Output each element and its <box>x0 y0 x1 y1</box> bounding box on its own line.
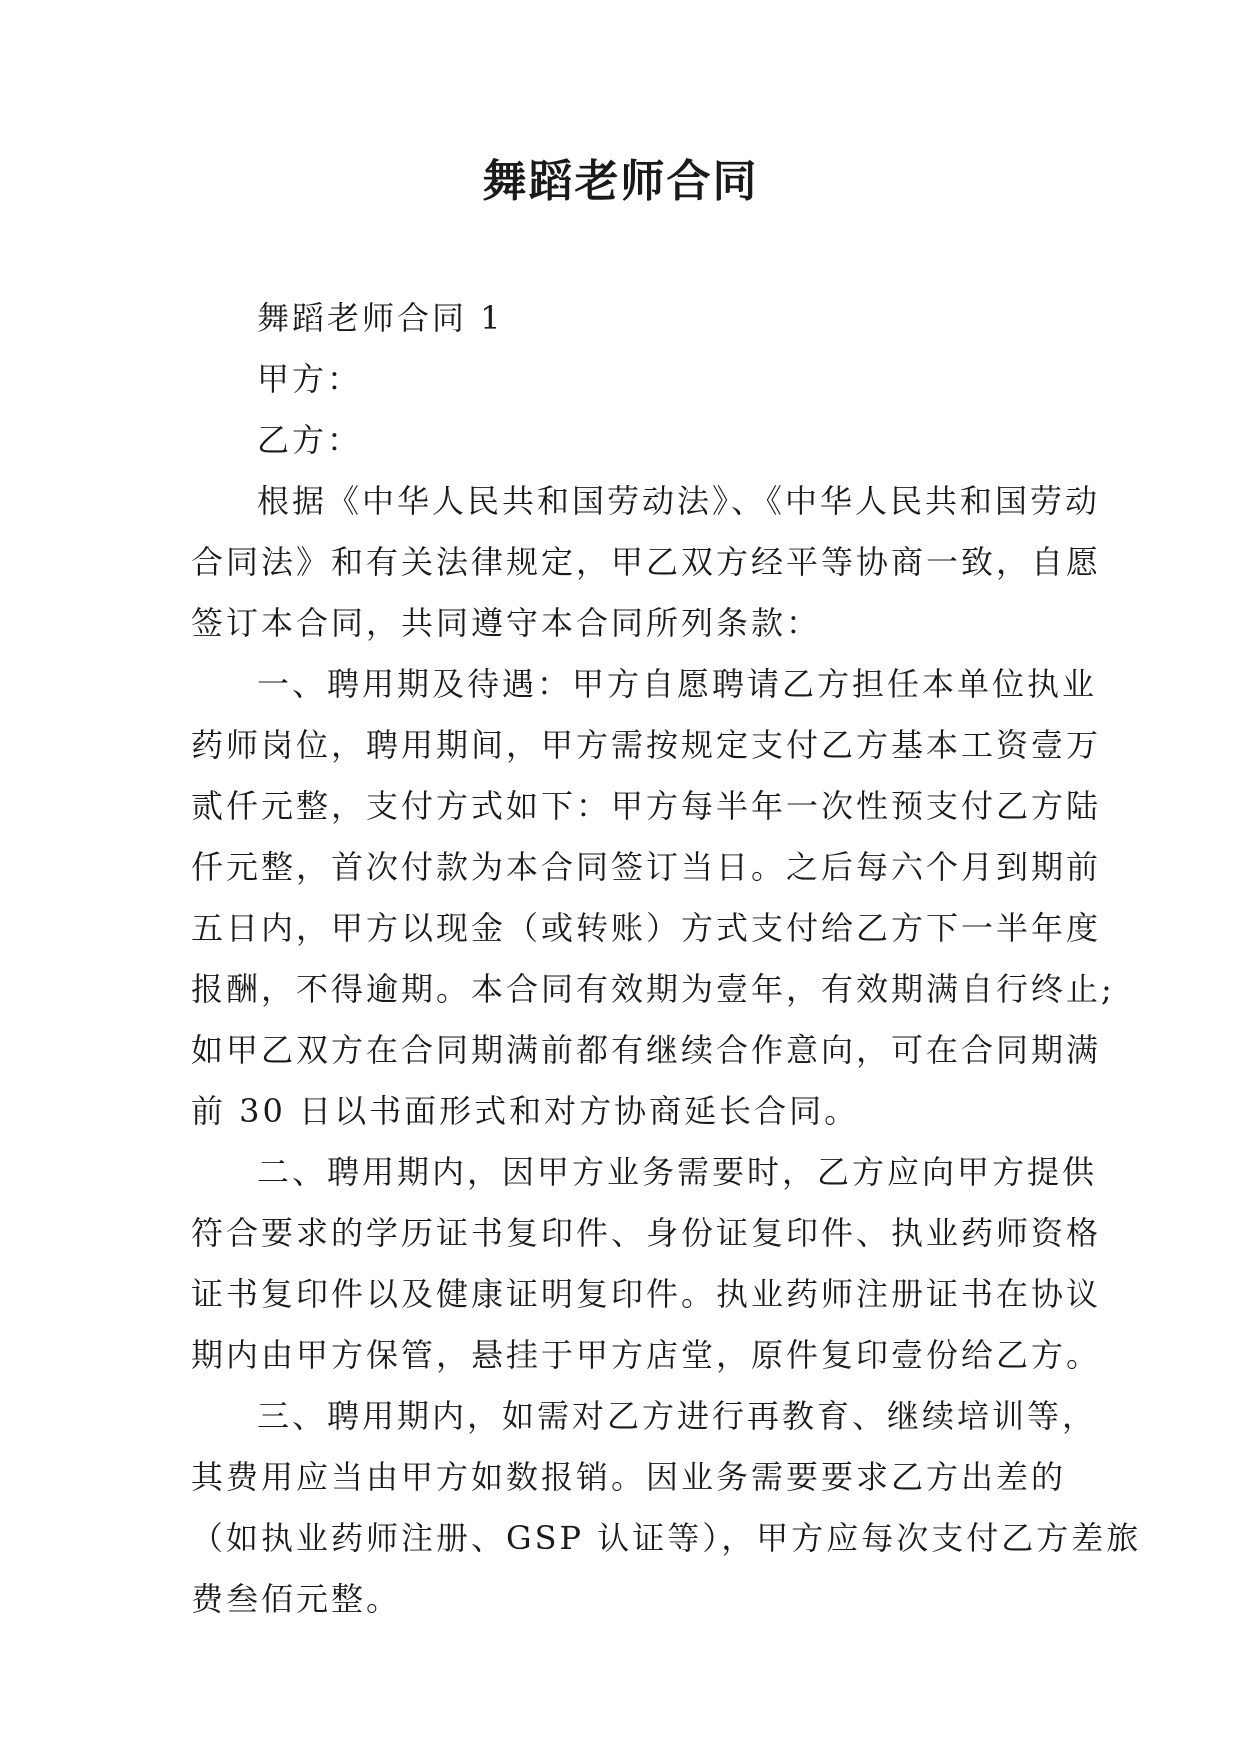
party-a-line: 甲方： <box>257 360 363 398</box>
clause-2-line: 二、聘用期内，因甲方业务需要时，乙方应向甲方提供 <box>257 1153 1098 1191</box>
clause-1-line: 贰仟元整，支付方式如下：甲方每半年一次性预支付乙方陆 <box>191 787 1102 825</box>
preamble-line: 合同法》和有关法律规定，甲乙双方经平等协商一致，自愿 <box>191 543 1102 581</box>
preamble-line: 签订本合同，共同遵守本合同所列条款： <box>191 604 822 642</box>
document-title: 舞蹈老师合同 <box>482 156 759 207</box>
clause-3-line: 三、聘用期内，如需对乙方进行再教育、继续培训等， <box>257 1397 1098 1435</box>
clause-3-line: 其费用应当由甲方如数报销。因业务需要要求乙方出差的 <box>191 1458 1067 1496</box>
clause-1-line: 报酬，不得逾期。本合同有效期为壹年，有效期满自行终止; <box>191 970 1115 1008</box>
clause-1-line: 药师岗位，聘用期间，甲方需按规定支付乙方基本工资壹万 <box>191 726 1102 764</box>
clause-1-line: 仟元整，首次付款为本合同签订当日。之后每六个月到期前 <box>191 848 1102 886</box>
clause-1-line: 五日内，甲方以现金（或转账）方式支付给乙方下一半年度 <box>191 909 1102 947</box>
clause-3-line: 费叁佰元整。 <box>191 1580 402 1618</box>
clause-3-line: （如执业药师注册、GSP 认证等），甲方应每次支付乙方差旅 <box>191 1519 1142 1557</box>
preamble-line: 根据《中华人民共和国劳动法》、《中华人民共和国劳动 <box>257 482 1101 520</box>
clause-2-line: 符合要求的学历证书复印件、身份证复印件、执业药师资格 <box>191 1214 1102 1252</box>
party-b-line: 乙方： <box>257 421 363 459</box>
contract-subtitle: 舞蹈老师合同 1 <box>257 299 504 337</box>
clause-1-line: 前 30 日以书面形式和对方协商延长合同。 <box>191 1092 860 1130</box>
clause-1-line: 一、聘用期及待遇：甲方自愿聘请乙方担任本单位执业 <box>257 665 1098 703</box>
clause-2-line: 证书复印件以及健康证明复印件。执业药师注册证书在协议 <box>191 1275 1102 1313</box>
clause-1-line: 如甲乙双方在合同期满前都有继续合作意向，可在合同期满 <box>191 1031 1102 1069</box>
clause-2-line: 期内由甲方保管，悬挂于甲方店堂，原件复印壹份给乙方。 <box>191 1336 1102 1374</box>
document-body <box>191 288 1142 1630</box>
